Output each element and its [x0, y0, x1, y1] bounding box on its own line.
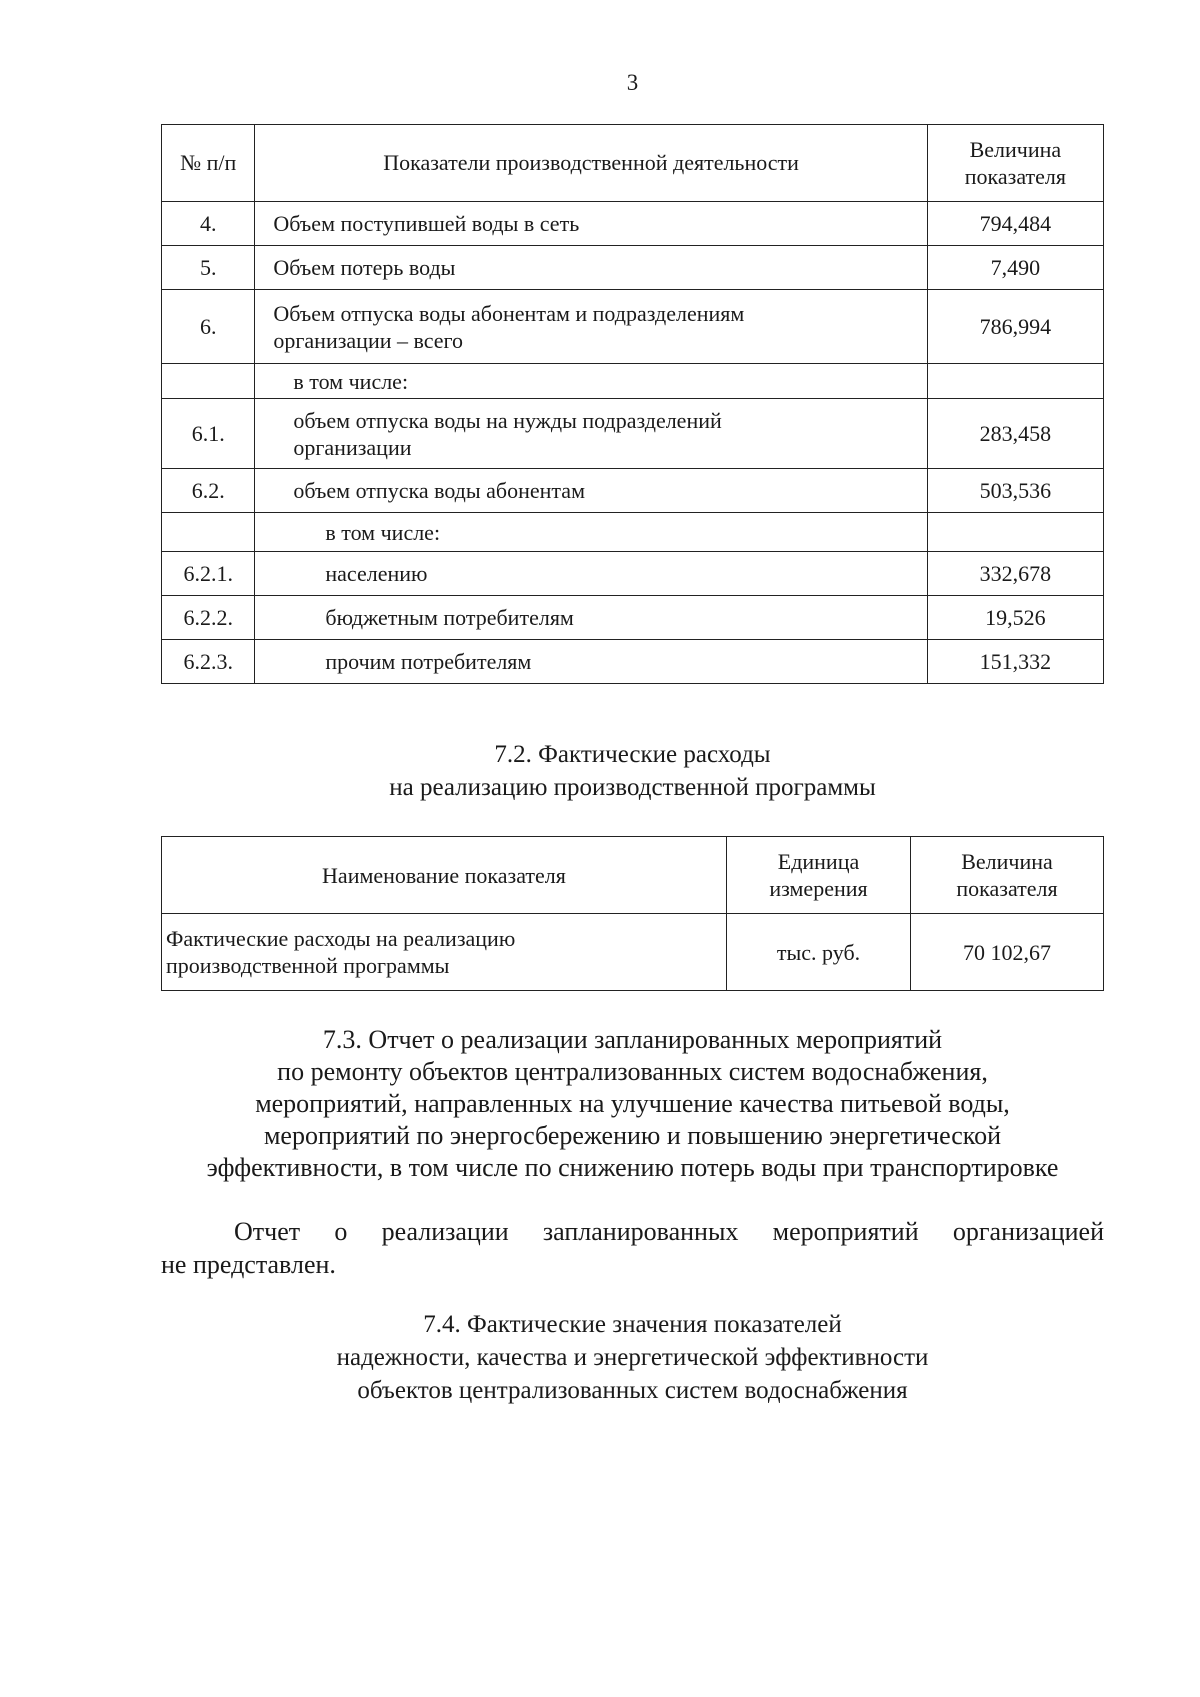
row-value: 503,536: [927, 469, 1103, 513]
row-label-text: объем отпуска воды на нужды подразделений организации: [293, 407, 722, 460]
production-indicators-table: [161, 124, 1104, 684]
paragraph-line: не представлен.: [161, 1250, 336, 1279]
row-number: 6.2.3.: [162, 640, 255, 684]
row-label-text: Фактические расходы на реализацию производственной программы: [166, 926, 516, 978]
row-label: [162, 914, 727, 991]
row-label: прочим потребителям: [255, 640, 927, 684]
row-label: населению: [255, 552, 927, 596]
row-number: 6.: [162, 290, 255, 364]
table-row: [162, 469, 1104, 513]
heading-line: 7.2. Фактические расходы: [494, 741, 771, 768]
row-value: [927, 513, 1103, 552]
heading-line: надежности, качества и энергетической эффективности: [336, 1344, 929, 1371]
row-number: 6.2.2.: [162, 596, 255, 640]
row-number: [162, 513, 255, 552]
row-number: [162, 364, 255, 399]
table-row: [162, 914, 1104, 991]
row-value: 786,994: [927, 290, 1103, 364]
paragraph-line: Отчет о реализации запланированных мероприятий организацией: [234, 1217, 1104, 1246]
row-number: 5.: [162, 246, 255, 290]
row-label-text: Объем отпуска воды абонентам и подразделениям организации – всего: [273, 300, 745, 353]
row-label: в том числе:: [255, 364, 927, 399]
table-header-row: [162, 837, 1104, 914]
table-row: [162, 202, 1104, 246]
col-header-value-text: Величина показателя: [964, 137, 1067, 189]
table-row: [162, 290, 1104, 364]
row-number: 4.: [162, 202, 255, 246]
row-label: Объем потерь воды: [255, 246, 927, 290]
heading-line: мероприятий по энергосбережению и повышению энергетической: [263, 1121, 1002, 1150]
table-row: [162, 246, 1104, 290]
table-row: [162, 399, 1104, 469]
col-header-number: № п/п: [162, 125, 255, 202]
page-number: 3: [626, 70, 639, 95]
heading-line: эффективности, в том числе по снижению потерь воды при транспортировке: [206, 1153, 1059, 1182]
actual-expenses-table: [161, 836, 1104, 991]
col-header-unit: [726, 837, 910, 914]
row-number: 6.1.: [162, 399, 255, 469]
heading-line: на реализацию производственной программы: [389, 774, 876, 801]
row-value: 70 102,67: [911, 914, 1104, 991]
table-row: [162, 596, 1104, 640]
row-value: 151,332: [927, 640, 1103, 684]
col-header-unit-text: Единица измерения: [769, 849, 868, 901]
row-number: 6.2.1.: [162, 552, 255, 596]
table-header-row: [162, 125, 1104, 202]
row-value: 794,484: [927, 202, 1103, 246]
col-header-value: [911, 837, 1104, 914]
col-header-value: [927, 125, 1103, 202]
row-label: Объем поступившей воды в сеть: [255, 202, 927, 246]
table-row: [162, 552, 1104, 596]
heading-line: мероприятий, направленных на улучшение качества питьевой воды,: [255, 1089, 1010, 1118]
row-label: [255, 399, 927, 469]
row-value: 19,526: [927, 596, 1103, 640]
section-heading-7-2: [0, 738, 1200, 804]
row-label: в том числе:: [255, 513, 927, 552]
row-label: бюджетным потребителям: [255, 596, 927, 640]
section-heading-7-4: [0, 1308, 1200, 1407]
col-header-name: Наименование показателя: [162, 837, 727, 914]
section-heading-7-3: [0, 1024, 1200, 1184]
col-header-indicator: Показатели производственной деятельности: [255, 125, 927, 202]
table-row: [162, 364, 1104, 399]
row-value: 7,490: [927, 246, 1103, 290]
table-row: [162, 640, 1104, 684]
row-value: [927, 364, 1103, 399]
table-row: [162, 513, 1104, 552]
row-value: 283,458: [927, 399, 1103, 469]
heading-line: 7.4. Фактические значения показателей: [423, 1311, 842, 1338]
row-value: 332,678: [927, 552, 1103, 596]
col-header-value-text: Величина показателя: [956, 849, 1058, 901]
row-unit: тыс. руб.: [726, 914, 910, 991]
heading-line: объектов централизованных систем водоснабжения: [357, 1377, 908, 1404]
report-paragraph: [161, 1215, 1104, 1281]
row-number: 6.2.: [162, 469, 255, 513]
heading-line: 7.3. Отчет о реализации запланированных мероприятий: [322, 1025, 943, 1054]
row-label: объем отпуска воды абонентам: [255, 469, 927, 513]
row-label: [255, 290, 927, 364]
heading-line: по ремонту объектов централизованных систем водоснабжения,: [277, 1057, 988, 1086]
